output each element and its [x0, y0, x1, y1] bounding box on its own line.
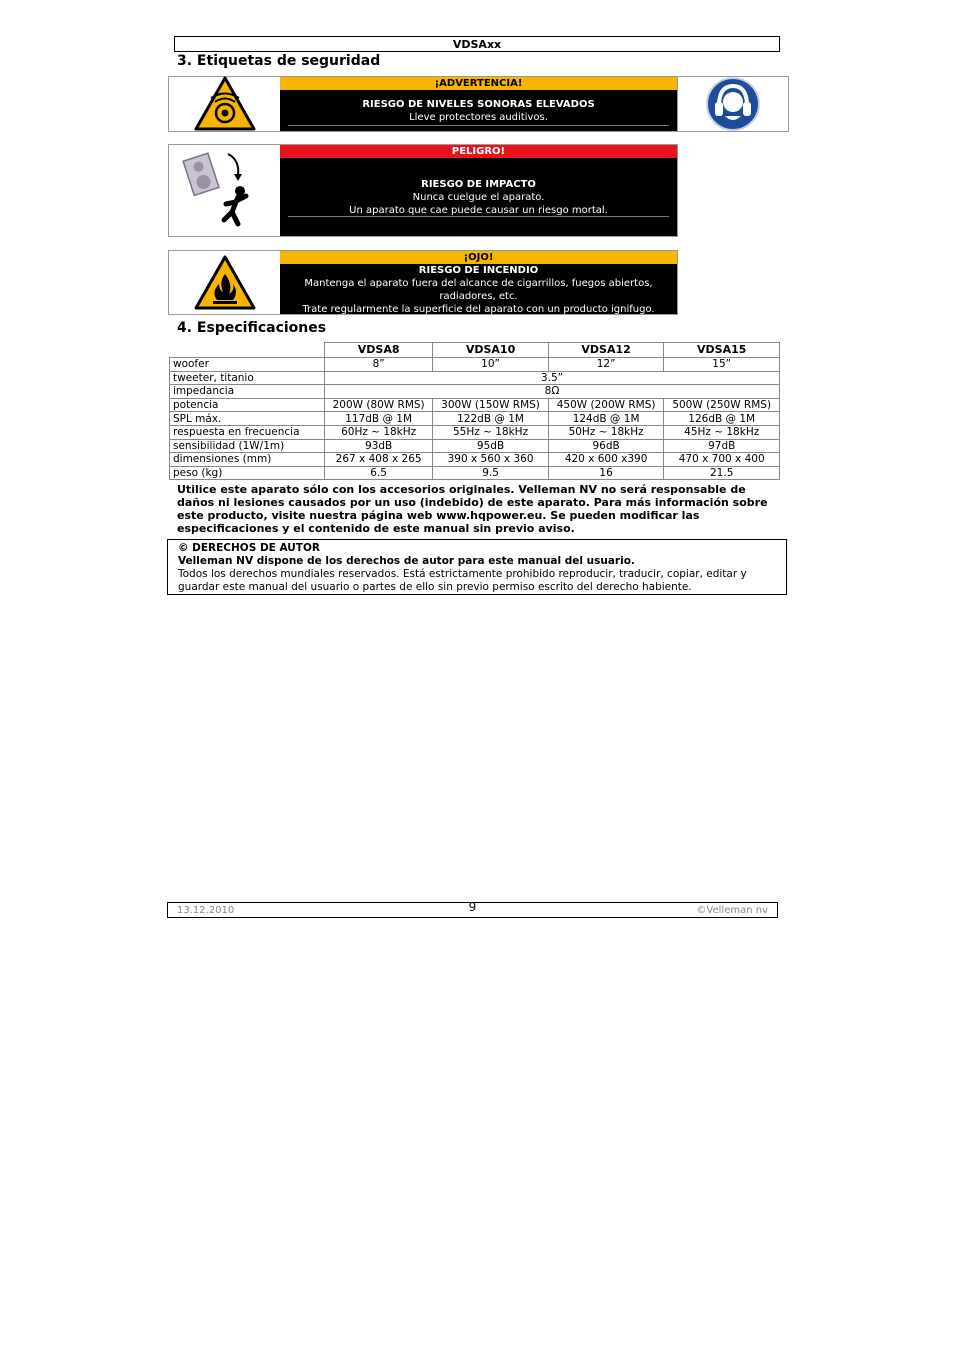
ear-protection-icon [677, 76, 789, 132]
table-cell: 96dB [548, 439, 664, 453]
label-message-panel [280, 251, 677, 314]
row-label: SPL máx. [170, 412, 325, 426]
table-row [170, 412, 780, 426]
label-band: ¡ADVERTENCIA! [280, 77, 677, 90]
label-message-panel [280, 145, 677, 236]
table-cell: 21.5 [664, 466, 780, 480]
safety-label-noise [168, 76, 678, 132]
safety-label-impact [168, 144, 678, 237]
column-header: VDSA15 [664, 343, 780, 358]
section-3-title: 3. Etiquetas de seguridad [177, 53, 381, 69]
table-row [170, 371, 780, 385]
table-cell: 93dB [325, 439, 433, 453]
label-title: RIESGO DE IMPACTO [421, 179, 536, 190]
table-row [170, 385, 780, 399]
row-label: potencia [170, 398, 325, 412]
document-header [174, 36, 780, 52]
fire-warning-icon [169, 251, 281, 314]
label-title: RIESGO DE INCENDIO [418, 265, 539, 276]
table-cell: 6.5 [325, 466, 433, 480]
section-4-title: 4. Especificaciones [177, 320, 327, 336]
safety-label-fire [168, 250, 678, 315]
footer-date: 13.12.2010 [177, 905, 235, 916]
table-cell: 420 x 600 x390 [548, 453, 664, 467]
label-band: ¡OJO! [280, 251, 677, 264]
column-header: VDSA8 [325, 343, 433, 358]
table-cell: 95dB [433, 439, 549, 453]
table-cell: 50Hz ~ 18kHz [548, 425, 664, 439]
row-label: woofer [170, 358, 325, 372]
specifications-table [169, 342, 780, 480]
row-label: peso (kg) [170, 466, 325, 480]
table-cell: 60Hz ~ 18kHz [325, 425, 433, 439]
table-cell: 10” [433, 358, 549, 372]
label-band: PELIGRO! [280, 145, 677, 158]
table-cell: 12” [548, 358, 664, 372]
table-row [170, 466, 780, 480]
table-cell: 45Hz ~ 18kHz [664, 425, 780, 439]
usage-notice: Utilice este aparato sólo con los accesorios originales. Velleman NV no será responsable de daños ni lesiones causados por un uso (indebido) de este aparato. Para más información sobre este producto, visite nuestra página web www.hqpower.eu. Se pueden modificar las especificaciones y el contenido de este manual sin previo aviso. [177, 483, 768, 535]
table-cell: 117dB @ 1M [325, 412, 433, 426]
label-line: Un aparato que cae puede causar un riesgo mortal. [349, 205, 608, 216]
copyright-box [167, 539, 787, 595]
table-cell: 9.5 [433, 466, 549, 480]
table-row [170, 425, 780, 439]
copyright-owner: Velleman NV dispone de los derechos de autor para este manual del usuario. [178, 555, 635, 567]
table-cell: 300W (150W RMS) [433, 398, 549, 412]
model-name: VDSAxx [452, 38, 502, 51]
table-cell: 8” [325, 358, 433, 372]
column-header: VDSA10 [433, 343, 549, 358]
page-footer [167, 902, 778, 918]
falling-object-icon [169, 145, 281, 236]
table-row [170, 453, 780, 467]
table-cell: 122dB @ 1M [433, 412, 549, 426]
table-cell: 470 x 700 x 400 [664, 453, 780, 467]
copyright-text: Todos los derechos mundiales reservados. Está estrictamente prohibido reproducir, traducir, copiar, editar y guardar este manual del usuario o partes de ello sin previo permiso escrito del derecho habiente. [178, 568, 747, 593]
table-cell: 124dB @ 1M [548, 412, 664, 426]
table-cell: 126dB @ 1M [664, 412, 780, 426]
table-row [170, 358, 780, 372]
noise-warning-icon [169, 77, 281, 131]
label-line: Mantenga el aparato fuera del alcance de cigarrillos, fuegos abiertos, [304, 278, 653, 289]
table-cell: 200W (80W RMS) [325, 398, 433, 412]
table-cell: 55Hz ~ 18kHz [433, 425, 549, 439]
label-message-panel [280, 77, 677, 131]
row-label: dimensiones (mm) [170, 453, 325, 467]
table-row [170, 398, 780, 412]
page-number: 9 [468, 900, 477, 914]
row-label: respuesta en frecuencia [170, 425, 325, 439]
copyright-heading: © DERECHOS DE AUTOR [178, 542, 320, 554]
row-label: tweeter, titanio [170, 371, 325, 385]
label-line: Lleve protectores auditivos. [409, 112, 548, 123]
table-header-row [170, 343, 780, 358]
table-row [170, 439, 780, 453]
row-label: impedancia [170, 385, 325, 399]
table-cell: 267 x 408 x 265 [325, 453, 433, 467]
table-cell: 3.5” [325, 371, 780, 385]
table-cell: 8Ω [325, 385, 780, 399]
table-cell: 450W (200W RMS) [548, 398, 664, 412]
table-cell: 15” [664, 358, 780, 372]
column-header: VDSA12 [548, 343, 664, 358]
footer-brand: ©Velleman nv [696, 905, 768, 916]
table-cell: 500W (250W RMS) [664, 398, 780, 412]
table-cell: 390 x 560 x 360 [433, 453, 549, 467]
table-cell: 16 [548, 466, 664, 480]
row-label: sensibilidad (1W/1m) [170, 439, 325, 453]
label-line: Nunca cuelgue el aparato. [412, 192, 545, 203]
table-cell: 97dB [664, 439, 780, 453]
label-line: radiadores, etc. [439, 291, 518, 302]
label-title: RIESGO DE NIVELES SONORAS ELEVADOS [362, 99, 595, 110]
label-line: Trate regularmente la superficie del aparato con un producto ignifugo. [302, 304, 655, 315]
